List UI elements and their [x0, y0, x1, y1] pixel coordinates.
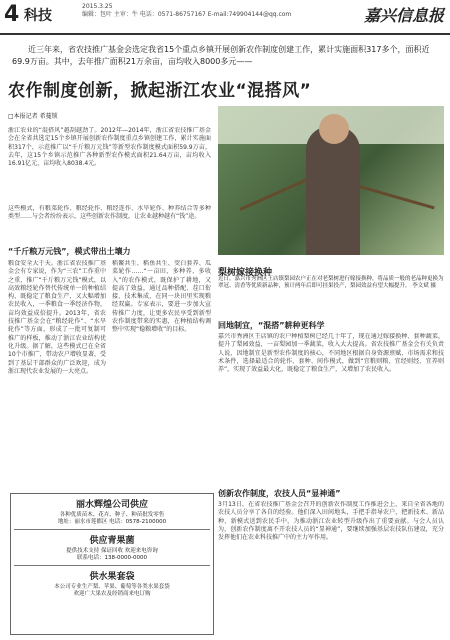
ad-1-line: 地址：丽水市莲都区 电话：0578-2100000	[57, 519, 167, 525]
photo-caption: 近日，嘉兴市秀洲区王店镇梨园农户正在对老梨树进行嫁接换种，将品质一般的老品种更换为翠冠、清香等优质新品种，预计两年后即可挂果投产，梨园效益有望大幅提升。 李文斌 摄	[218, 276, 444, 289]
ad-2-line: 联系电话：138-0000-0000	[77, 555, 147, 561]
article-intro: 浙江农业的“混搭风”越刮越劲了。2012年—2014年，浙江省农技推广基金会在全省共选定15个乡镇开展创新农作制度重点乡镇创建工作，累计实施面积317个，示范推广以“千斤粮万元钱”等新型农作制度模式面积59.9万亩，去年，这15个乡镇示范推广各种新型农作模式面积21.64万亩，亩均收入16.91亿元，亩均收入8038.4元。	[8, 127, 211, 168]
article-headline: 农作制度创新，掀起浙江农业“混搭风”	[8, 81, 312, 101]
ad-3-title: 供水果套袋	[89, 572, 135, 582]
ad-divider	[14, 529, 210, 530]
section-2-text: 嘉兴市秀洲区王店镇的农户种植梨树已经几十年了，现在通过嫁接换种、套种蔬菜，提升了梨园效益，一亩梨园加一季蔬菜，收入大大提高。省农技推广基金会有关负责人说，因地制宜是新型农作制度的核心，不同地区根据自身资源禀赋、市场需求和技术条件，选择最适合的轮作、套种、间作模式，做到“宜粮则粮、宜经则经、宜养则养”，实现了效益最大化，既稳定了粮食生产，又增加了农民收入。	[218, 333, 444, 374]
byline: □本报记者 希蔓锁	[8, 113, 58, 120]
photo-title: 梨树嫁接换种	[218, 268, 273, 278]
news-photo	[218, 106, 444, 255]
section-1-title: “千斤粮万元钱”，模式带出土壤力	[8, 247, 131, 256]
email: E-mail:749904144@qq.com	[207, 11, 292, 18]
ad-divider	[14, 565, 210, 566]
section-3-title: 创新农作制度，农技人员“显神通”	[218, 489, 341, 498]
ad-2-line: 提供技术支持 保证回收 欢迎来电咨询	[66, 548, 158, 554]
article-intro-2: 这些模式，有粮菜轮作、粮经轮作、粮经连作、水旱轮作、种养结合等多种类型……与会者纷纷表示，这些创新农作制度，让农业越种越有“钱”途。	[8, 205, 211, 221]
paper-logo: 嘉兴信息报	[363, 6, 444, 25]
phone: 电话：0571-86757167	[139, 11, 206, 18]
photo-person	[306, 126, 360, 255]
ad-3-line: 欢迎广大果农及经销商来电订购	[73, 591, 151, 597]
ad-1-line: 各种优质苗木、花卉、种子、种苗批发零售	[59, 512, 165, 518]
lead-text: 近三年来，省农技推广基金会选定我省15个重点乡镇开展创新农作制度创建工作，累计实施面积317多个，面积近69.9万亩。其中，去年推广面积21万余亩，亩均收入8000多元——	[12, 45, 430, 66]
issue-date: 2015.3.25	[82, 3, 113, 10]
section-1-text: 粮食安全大于天。浙江省农技推广基金会有专家说，作为“三农”工作重中之重，推广“千斤粮万元钱”模式，以高效粮经轮作替代传统单一的种植结构，既稳定了粮食生产，又大幅增加农民收入，一季粮食一季经济作物，亩均效益成倍提升。2013年，省农技推广基金会在“粮经轮作”、“水旱轮作”等方面，形成了一批可复制可推广的样板，推动了浙江农业结构优化升级。据了解，这些模式已在全省10个市推广，带动农户增收显著，受到了基层干部群众的广泛欢迎，成为浙江现代农业发展的一大亮点。	[8, 260, 106, 375]
masthead-rule	[0, 33, 450, 35]
section-3-text: 3月13日，在省农技推广基金会召开的创新农作制度工作推进会上，来自全省各地的农技人员分享了各自的经验。他们深入田间地头，手把手指导农户，把新技术、新品种、新模式送到农民手中，为推动浙江农业转型升级作出了重要贡献。与会人员认为，创新农作制度离不开农技人员的“显神通”，要继续加强基层农技队伍建设，充分发挥他们在农业科技推广中的主力军作用。	[218, 501, 444, 542]
editor: 编辑：包叶 主审：牛	[82, 11, 138, 18]
ad-3-line: 本公司专业生产梨、苹果、葡萄等各类水果套袋	[54, 584, 170, 590]
section-title: 科技	[24, 8, 52, 24]
masthead-meta	[82, 3, 291, 19]
ad-2-title: 供应青果菌	[89, 536, 135, 546]
photo-person-head	[319, 114, 349, 144]
ad-1-title: 丽水辉煌公司供应	[75, 500, 148, 510]
page-number: 4	[4, 2, 20, 27]
masthead	[0, 0, 450, 34]
advertisement-box	[10, 493, 214, 635]
section-2-title: 回地制宜，“混搭”耕种更科学	[218, 321, 325, 330]
section-1-text-2: 稻鳖共生、稻鱼共生、茭白套养、瓜菜轮作……“一亩田、多种养、多收入”的农作模式，既保护了耕地，又提高了效益，通过品种搭配、茬口衔接、技术集成，在同一块田里实现粮经双赢。专家表示，要进一步加大宣传推广力度，让更多农民享受到新型农作制度带来的实惠，在种植结构调整中实现“稳粮增收”的目标。	[112, 260, 211, 334]
